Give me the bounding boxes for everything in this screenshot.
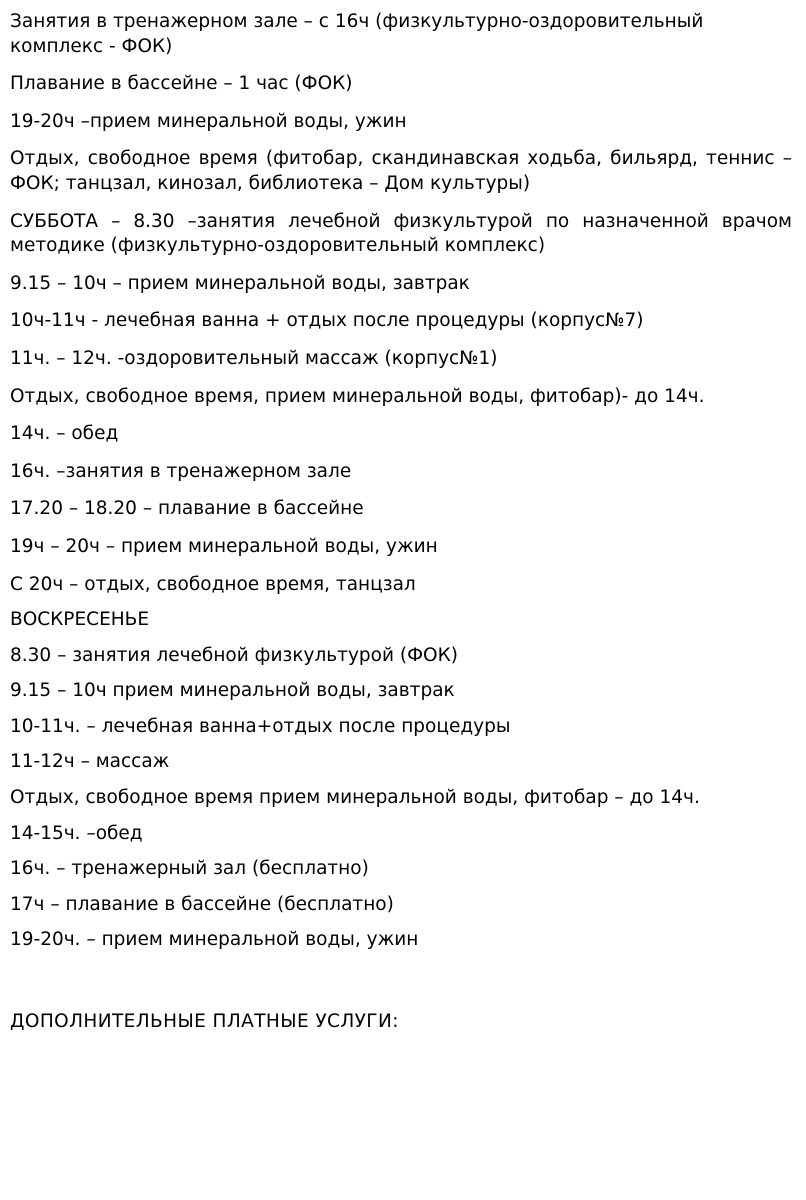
paragraph-sat-bath: 10ч-11ч - лечебная ванна + отдых после процедуры (корпус№7)	[10, 310, 644, 332]
paragraph-sat-swim: 17.20 – 18.20 – плавание в бассейне	[10, 498, 364, 520]
paragraph-sun-lunch: 14-15ч. –обед	[10, 822, 143, 844]
section-spacer	[10, 964, 792, 1010]
paragraph-sun-massage: 11-12ч – массаж	[10, 751, 170, 773]
paragraph-sun-free-time: Отдых, свободное время прием минеральной воды, фитобар – до 14ч.	[10, 787, 700, 809]
paragraph-sat-dinner: 19ч – 20ч – прием минеральной воды, ужин	[10, 535, 438, 557]
paragraph-sat-lunch: 14ч. – обед	[10, 423, 119, 445]
paragraph-sat-gym: 16ч. –занятия в тренажерном зале	[10, 460, 352, 482]
paragraph-sun-swim: 17ч – плавание в бассейне (бесплатно)	[10, 893, 394, 915]
paragraph-sun-gym: 16ч. – тренажерный зал (бесплатно)	[10, 858, 369, 880]
paragraph-sunday-title: ВОСКРЕСЕНЬЕ	[10, 609, 150, 631]
paragraph-free-time: Отдых, свободное время (фитобар, скандинавская ходьба, бильярд, теннис – ФОК; танцзал, кинозал, библиотека – Дом культуры)	[10, 148, 792, 194]
paragraph-sun-dinner: 19-20ч. – прием минеральной воды, ужин	[10, 929, 419, 951]
paragraph-sat-evening: С 20ч – отдых, свободное время, танцзал	[10, 573, 416, 595]
paragraph-pool-swim: Плавание в бассейне – 1 час (ФОК)	[10, 73, 353, 95]
paragraph-mineral-water-dinner: 19-20ч –прием минеральной воды, ужин	[10, 110, 407, 132]
paragraph-saturday-therapy: СУББОТА – 8.30 –занятия лечебной физкультурой по назначенной врачом методике (физкультурно-оздоровительный комплекс)	[10, 210, 792, 257]
paragraph-gym-class: Занятия в тренажерном зале – с 16ч (физкультурно-оздоровительный комплекс - ФОК)	[10, 11, 704, 57]
paragraph-sat-breakfast: 9.15 – 10ч – прием минеральной воды, завтрак	[10, 272, 470, 294]
paragraph-sun-breakfast: 9.15 – 10ч прием минеральной воды, завтрак	[10, 680, 455, 702]
paragraph-sun-therapy: 8.30 – занятия лечебной физкультурой (ФОК)	[10, 644, 458, 666]
paragraph-sat-massage: 11ч. – 12ч. -оздоровительный массаж (корпус№1)	[10, 347, 498, 369]
section-heading-paid-services: ДОПОЛНИТЕЛЬНЫЕ ПЛАТНЫЕ УСЛУГИ:	[10, 1011, 399, 1033]
paragraph-sat-free-time: Отдых, свободное время, прием минеральной воды, фитобар)- до 14ч.	[10, 385, 705, 407]
paragraph-sun-bath: 10-11ч. – лечебная ванна+отдых после процедуры	[10, 715, 511, 737]
